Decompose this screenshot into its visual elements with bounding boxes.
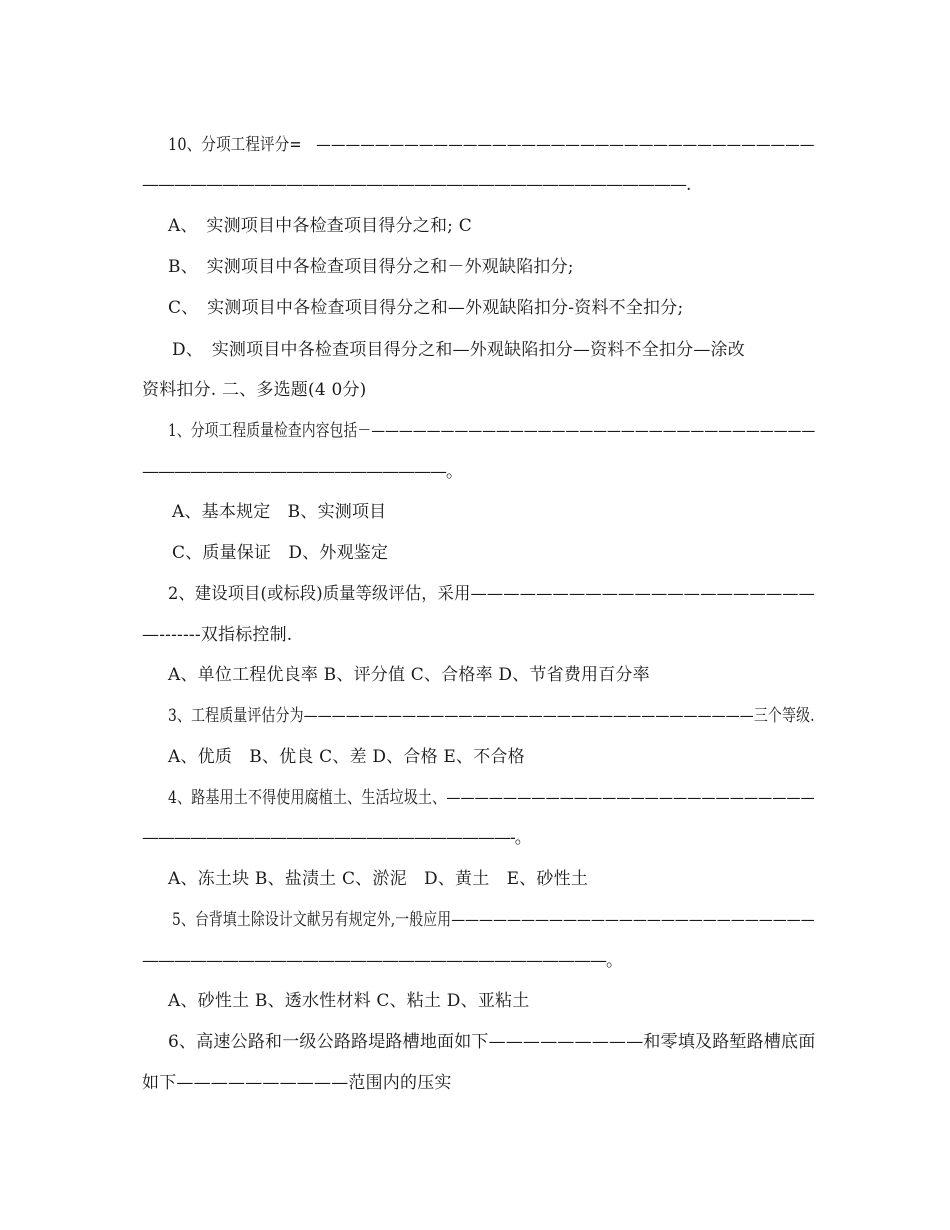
question-6-continuation: 如下——————————范围内的压实 — [142, 1073, 452, 1093]
question-3-stem: 3、工程质量评估分为————————————————————————————————三个等级. — [168, 706, 815, 726]
question-5-options: A、砂性土 B、透水性材料 C、粘土 D、亚粘土 — [168, 991, 530, 1011]
question-4-stem: 4、路基用土不得使用腐植土、生活垃圾土、—————————————————————————— — [168, 788, 815, 808]
question-4-options: A、冻土块 B、盐渍土 C、淤泥 D、黄土 E、砂性土 — [168, 869, 589, 889]
question-3-options: A、优质 B、优良 C、差 D、合格 E、不合格 — [168, 747, 525, 767]
question-10-option-d-continuation-and-section-heading: 资料扣分. 二、多选题(4 0分) — [142, 380, 367, 400]
question-10-stem: 10、分项工程评分= —————————————————————————————————— — [168, 135, 815, 155]
question-10-blank-continuation: ——————————————————————————————————. — [142, 175, 691, 195]
question-10-option-c: C、 实测项目中各检查项目得分之和—外观缺陷扣分-资料不全扣分; — [168, 298, 684, 318]
question-1-stem: 1、分项工程质量检查内容包括－———————————————————————————————— — [168, 421, 816, 441]
question-1-blank-continuation: ———————————————————。 — [142, 462, 462, 482]
question-5-stem: 5、台背填土除设计文献另有规定外,一般应用—————————————————————————— — [172, 910, 815, 930]
question-2-options: A、单位工程优良率 B、评分值 C、合格率 D、节省费用百分率 — [168, 665, 650, 685]
question-1-options-ab: A、基本规定 B、实测项目 — [172, 502, 387, 522]
question-2-continuation: —-------双指标控制. — [142, 625, 293, 645]
question-2-stem: 2、建设项目(或标段)质量等级评估，采用————————————————————— — [168, 584, 816, 604]
question-5-blank-continuation: —————————————————————————————。 — [142, 951, 622, 971]
question-6-stem: 6、高速公路和一级公路路堤路槽地面如下—————————和零填及路堑路槽底面 — [168, 1032, 816, 1052]
question-10-option-a: A、 实测项目中各检查项目得分之和; C — [168, 216, 472, 236]
question-1-options-cd: C、质量保证 D、外观鉴定 — [172, 543, 389, 563]
question-10-option-d: D、 实测项目中各检查项目得分之和—外观缺陷扣分—资料不全扣分—涂改 — [172, 340, 745, 360]
question-4-blank-continuation: ———————————————————————-。 — [142, 828, 531, 848]
question-10-option-b: B、 实测项目中各检查项目得分之和－外观缺陷扣分; — [168, 257, 574, 277]
